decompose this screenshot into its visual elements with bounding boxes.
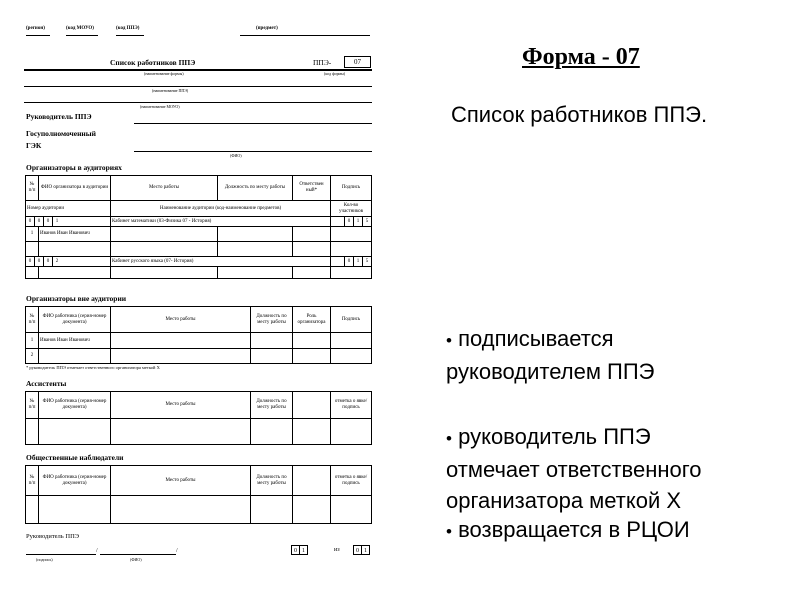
gek-label-2: ГЭК: [26, 141, 42, 150]
section-out-rooms: Организаторы вне аудитории: [26, 294, 127, 303]
assistants-table: № п/п ФИО работника (серия-номер документа) Место работы Должность по месту работы отметка о явке/ подпись: [25, 391, 372, 445]
bullet-returned: • возвращается в РЦОИ: [446, 517, 690, 542]
room-1-count: 0 1 5: [331, 217, 372, 227]
fio-caption: (ФИО): [230, 153, 242, 158]
footer-head-label: Руководитель ППЭ: [26, 533, 80, 540]
room-1-name: Кабинет математики (03-Физика 07 - История): [111, 217, 331, 227]
col-fio: ФИО организатора в аудитории: [39, 176, 111, 201]
col-num: № п/п: [26, 176, 39, 201]
out-row-2-fio: [39, 349, 111, 364]
out-row-1-fio: Иванов Иван Иванович: [39, 333, 111, 349]
col-workplace: Место работы: [111, 307, 251, 333]
col-position: Должность по месту работы: [218, 176, 293, 201]
form-code-caption: (код формы): [324, 71, 346, 76]
form-code-box: 07: [344, 56, 371, 68]
form-code-label: ППЭ-: [313, 58, 332, 67]
section-assistants: Ассистенты: [26, 379, 67, 388]
ppe-code-label: (код ППЭ): [116, 26, 140, 31]
slide-subtitle: Список работников ППЭ.: [451, 102, 708, 127]
col-workplace: Место работы: [111, 176, 218, 201]
mouo-label: (код МОУО): [66, 26, 94, 31]
col-num: № п/п: [26, 307, 39, 333]
col-room-number: Номер аудитории: [26, 201, 111, 217]
col-participants: Кол-во участников: [331, 201, 372, 217]
room-1-digits: 0 0 0 1: [26, 217, 111, 227]
form-name-caption: (наименование формы): [144, 71, 184, 76]
out-row-1-num: 1: [26, 333, 39, 349]
responsible-note: * руководитель ППЭ отмечает ответственного организатора меткой Х: [26, 365, 160, 370]
col-role: Роль организатора: [293, 307, 331, 333]
room-2-count: 0 1 5: [331, 257, 372, 267]
in-rooms-table: [25, 175, 372, 279]
page-number: 0 1: [292, 545, 308, 555]
col-signature: Подпись: [331, 307, 372, 333]
footer-sign-caption: (подпись): [36, 557, 53, 562]
ppe-name-caption: (наименование ППЭ): [152, 88, 189, 93]
room-2-digits: 0 0 0 2: [26, 257, 111, 267]
section-observers: Общественные наблюдатели: [26, 453, 124, 462]
slide-title: Форма - 07: [522, 44, 640, 70]
col-responsible: Ответствен ный*: [293, 176, 331, 201]
col-signature: Подпись: [331, 176, 372, 201]
out-rooms-table: [25, 306, 372, 364]
bullet-marks-responsible: • руководитель ППЭ отмечает ответственного организатора меткой Х: [446, 424, 702, 513]
room-1-row-num: 1: [26, 227, 39, 242]
col-position: Должность по месту работы: [251, 307, 293, 333]
of-label: из: [334, 547, 340, 553]
head-ppe-label: Руководитель ППЭ: [26, 112, 92, 121]
mouo-name-caption: (наименование МОУО): [140, 104, 180, 109]
subject-label: (предмет): [256, 26, 278, 31]
room-1-row-fio: Иванов Иван Иванович: [39, 227, 111, 242]
col-room-name: Наименование аудитории (код-наименование предметов): [111, 201, 331, 217]
room-2-name: Кабинет русского языка (07- История): [111, 257, 331, 267]
bullet-signed: • подписывается руководителем ППЭ: [446, 326, 655, 384]
page-total: 0 1: [354, 545, 370, 555]
col-fio: ФИО работника (серия-номер документа): [39, 307, 111, 333]
form-title: Список работников ППЭ: [110, 58, 196, 67]
gek-label-1: Госуполномоченный: [26, 129, 96, 138]
form-07-document: (регион) (код МОУО) (код ППЭ) (предмет) Список работников ППЭ ППЭ- 07 (наименование формы) (код формы) (наименование ППЭ) (наименование МОУО) Руководитель ППЭ Госуполномоченный ГЭК (ФИО) Организаторы в аудиториях № п/п ФИО организатора в аудитории Место работы Должность по месту работы Ответствен ный* Подпись Номер аудитории Наименование аудитории (код-наименование предметов) Кол-во участников 0 0 0 1 Кабинет математики (03-Физика 07 - История) 0 1 5 1 Иванов Иван Иванович 0 0 0 2 Кабинет русского языка (07- История) 0 1 5 Организаторы вне аудитории № п/п ФИО работника (серия-номер документа) Место работы Должность по месту работы Роль организатора Подпись 1 Иванов Иван Иванович 2 * руководитель ППЭ отмечает ответственного организатора меткой Х Ассистенты № п/п ФИО работника (серия-номер документа) Место работы Должность по месту работы отметка о явке/ подпись Общественные наблюдатели № п/п ФИО работника (серия-номер документа) Место работы Должность по месту работы отметка о явке/ подпись Руководитель ППЭ / / (подпись) (ФИО) 0 1 из 0 1: [24, 22, 372, 570]
region-label: (регион): [26, 26, 45, 31]
out-row-2-num: 2: [26, 349, 39, 364]
observers-table: № п/п ФИО работника (серия-номер документа) Место работы Должность по месту работы отметка о явке/ подпись: [25, 465, 372, 524]
footer-fio-caption: (ФИО): [130, 557, 142, 562]
section-in-rooms: Организаторы в аудиториях: [26, 163, 122, 172]
